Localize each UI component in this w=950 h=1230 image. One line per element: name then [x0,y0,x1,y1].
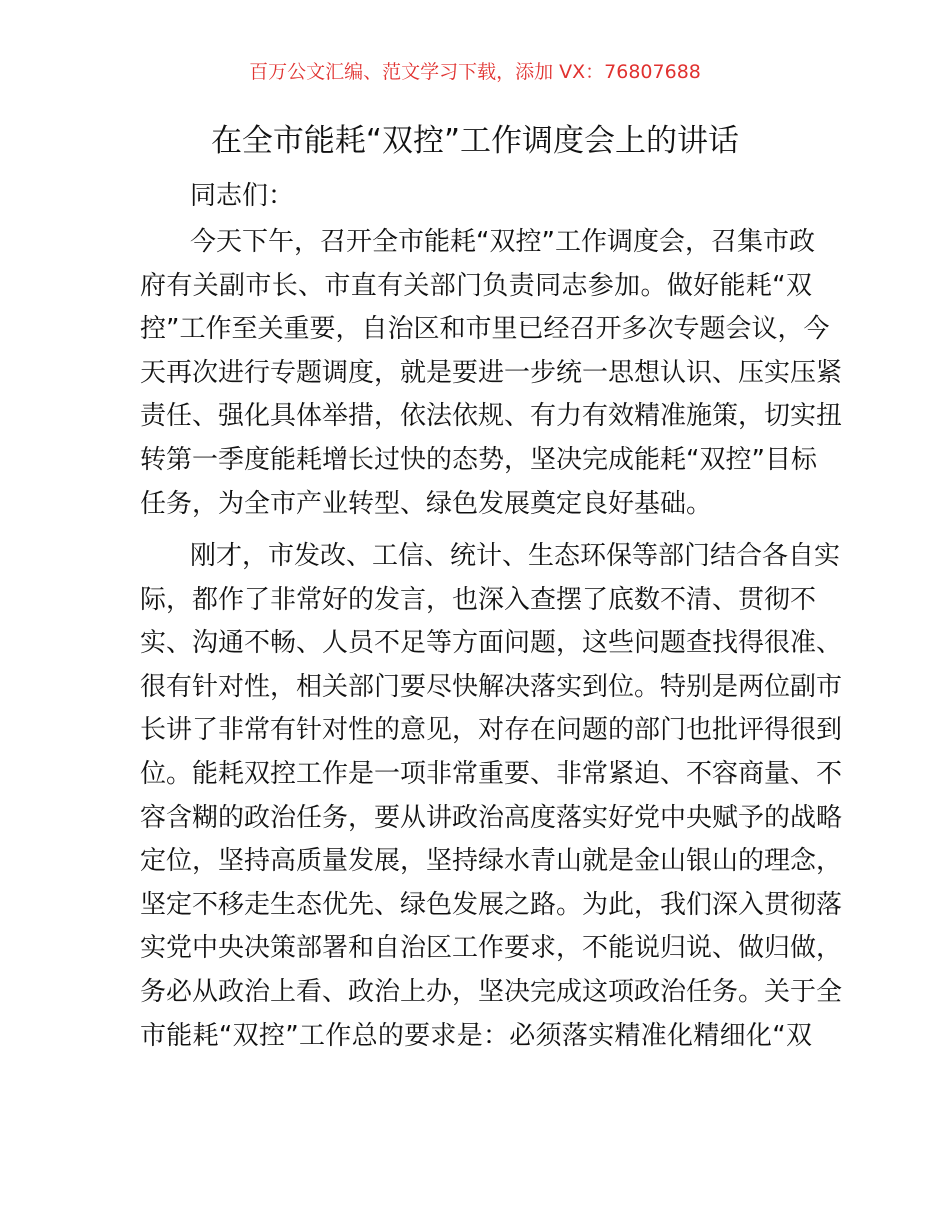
text-line: 今天下午，召开全市能耗“双控”工作调度会，召集市政 [190,227,815,257]
text-line: 位。能耗双控工作是一项非常重要、非常紧迫、不容商量、不 [140,758,843,789]
text-line: 长讲了非常有针对性的意见，对存在问题的部门也批评得很到 [140,715,843,746]
document-title: 在全市能耗“双控”工作调度会上的讲话 [210,123,740,159]
paragraph-1 [140,221,843,526]
text-line: 任务，为全市产业转型、绿色发展奠定良好基础。 [140,488,713,519]
text-line: 务必从政治上看、政治上办，坚决完成这项政治任务。关于全 [140,976,843,1007]
text-line: 实党中央决策部署和自治区工作要求，不能说归说、做归做， [140,933,843,964]
text-line: 很有针对性，相关部门要尽快解决落实到位。特别是两位副市 [140,671,843,702]
watermark-banner: 百万公文汇编、范文学习下载，添加 VX：76807688 [249,61,701,83]
text-line: 转第一季度能耗增长过快的态势，坚决完成能耗“双控”目标 [140,444,817,475]
text-line: 天再次进行专题调度，就是要进一步统一思想认识、压实压紧 [140,357,843,388]
text-line: 控”工作至关重要，自治区和市里已经召开多次专题会议，今 [140,314,830,345]
text-line: 责任、强化具体举措，依法依规、有力有效精准施策，切实扭 [140,401,843,432]
paragraph-2 [140,535,843,1058]
text-line: 容含糊的政治任务，要从讲政治高度落实好党中央赋予的战略 [140,802,843,833]
text-line: 际，都作了非常好的发言，也深入查摆了底数不清、贯彻不 [140,584,817,615]
text-line: 定位，坚持高质量发展，坚持绿水青山就是金山银山的理念， [140,846,843,877]
text-line: 府有关副市长、市直有关部门负责同志参加。做好能耗“双 [140,270,812,301]
text-line: 市能耗“双控”工作总的要求是：必须落实精准化精细化“双 [140,1020,812,1051]
text-line: 坚定不移走生态优先、绿色发展之路。为此，我们深入贯彻落 [140,889,843,920]
text-line: 刚才，市发改、工信、统计、生态环保等部门结合各自实 [190,541,841,571]
greeting: 同志们： [190,181,295,211]
text-line: 实、沟通不畅、人员不足等方面问题，这些问题查找得很准、 [140,628,843,659]
